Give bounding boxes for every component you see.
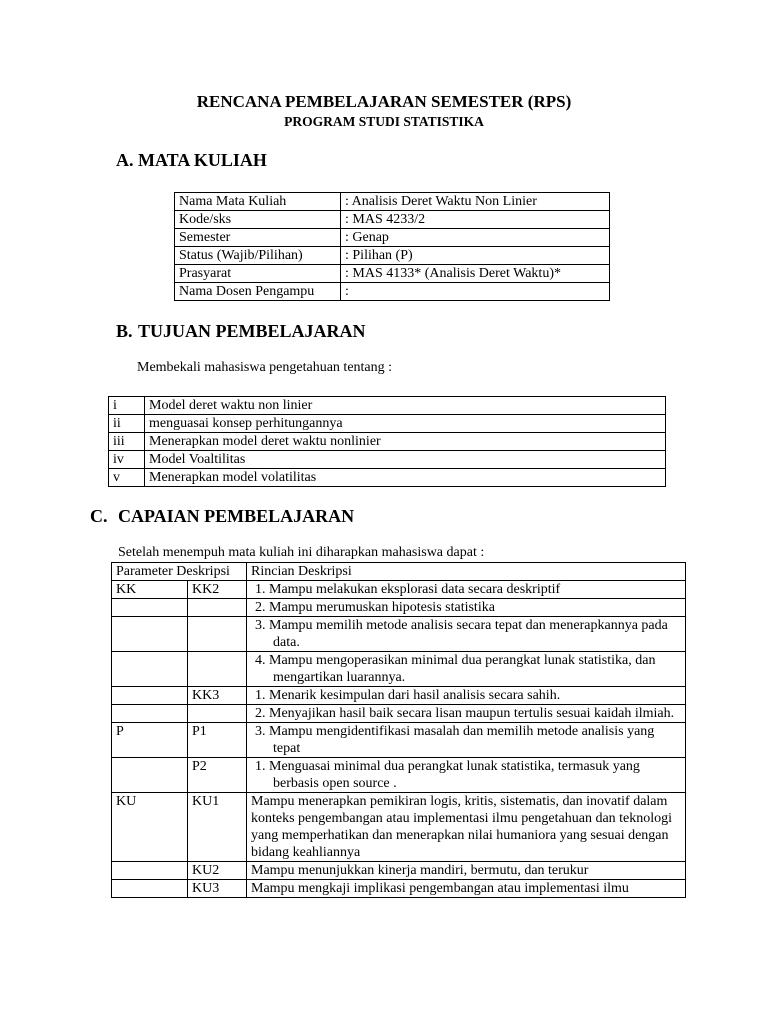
header-detail: Rincian Deskripsi: [247, 563, 686, 581]
field-value: : Genap: [341, 229, 610, 247]
param-cell: [112, 880, 188, 898]
field-label: Nama Mata Kuliah: [175, 193, 341, 211]
table-row: [112, 880, 686, 898]
table-row: [112, 687, 686, 705]
table-row: [112, 793, 686, 862]
section-c-label: C.: [90, 506, 108, 526]
row-text: Model deret waktu non linier: [145, 397, 666, 415]
detail-cell: 1. Menarik kesimpulan dari hasil analisis secara sahih.: [255, 688, 561, 703]
code-cell: P1: [188, 723, 247, 758]
row-number: iii: [109, 433, 145, 451]
param-cell: [112, 652, 188, 687]
table-row: [112, 723, 686, 758]
section-b-heading: [116, 321, 366, 342]
table-row: [175, 211, 610, 229]
param-cell: [112, 617, 188, 652]
code-cell: [188, 617, 247, 652]
document-title: RENCANA PEMBELAJARAN SEMESTER (RPS): [196, 92, 572, 111]
table-row: [112, 862, 686, 880]
field-label: Status (Wajib/Pilihan): [175, 247, 341, 265]
field-label: Kode/sks: [175, 211, 341, 229]
table-row: [112, 652, 686, 687]
section-c-title: CAPAIAN PEMBELAJARAN: [118, 506, 355, 526]
table-row: [109, 397, 666, 415]
field-value: : Pilihan (P): [341, 247, 610, 265]
field-label: Nama Dosen Pengampu: [175, 283, 341, 301]
row-number: iv: [109, 451, 145, 469]
param-cell: [112, 862, 188, 880]
section-b-title: TUJUAN PEMBELAJARAN: [138, 321, 366, 341]
detail-cell: 2. Menyajikan hasil baik secara lisan maupun tertulis sesuai kaidah ilmiah.: [255, 706, 675, 721]
field-value: : MAS 4133* (Analisis Deret Waktu)*: [341, 265, 610, 283]
param-cell: [112, 758, 188, 793]
section-a-title: MATA KULIAH: [138, 150, 267, 170]
table-row: [109, 433, 666, 451]
detail-cell: Mampu menunjukkan kinerja mandiri, bermutu, dan terukur: [247, 862, 686, 880]
code-cell: [188, 705, 247, 723]
section-c-heading: [90, 506, 354, 527]
table-row: [112, 705, 686, 723]
section-b-intro: Membekali mahasiswa pengetahuan tentang :: [137, 360, 393, 375]
header-parameter: Parameter Deskripsi: [112, 563, 247, 581]
row-text: Model Voaltilitas: [145, 451, 666, 469]
detail-cell: 4. Mampu mengoperasikan minimal dua perangkat lunak statistika, dan mengartikan luarannya.: [255, 653, 656, 685]
table-row: [112, 758, 686, 793]
field-label: Prasyarat: [175, 265, 341, 283]
param-cell: KU: [112, 793, 188, 862]
detail-cell: 3. Mampu mengidentifikasi masalah dan memilih metode analisis yang tepat: [255, 724, 655, 756]
detail-cell: 1. Mampu melakukan eksplorasi data secara deskriptif: [255, 582, 561, 597]
code-cell: KK3: [188, 687, 247, 705]
course-info-table: [174, 192, 610, 301]
table-row: [112, 617, 686, 652]
table-row: [175, 193, 610, 211]
objectives-table: [108, 396, 666, 487]
row-number: v: [109, 469, 145, 487]
param-cell: P: [112, 723, 188, 758]
row-number: ii: [109, 415, 145, 433]
table-row: [112, 581, 686, 599]
table-row: [175, 283, 610, 301]
detail-cell: Mampu mengkaji implikasi pengembangan atau implementasi ilmu: [247, 880, 686, 898]
code-cell: KU1: [188, 793, 247, 862]
detail-cell: 1. Menguasai minimal dua perangkat lunak statistika, termasuk yang berbasis open source .: [255, 759, 640, 791]
table-row: [109, 469, 666, 487]
row-text: menguasai konsep perhitungannya: [145, 415, 666, 433]
code-cell: [188, 599, 247, 617]
code-cell: KK2: [188, 581, 247, 599]
section-a-label: A.: [116, 150, 134, 170]
param-cell: [112, 599, 188, 617]
field-label: Semester: [175, 229, 341, 247]
field-value: :: [341, 283, 610, 301]
table-row: [112, 599, 686, 617]
table-header-row: [112, 563, 686, 581]
field-value: : Analisis Deret Waktu Non Linier: [341, 193, 610, 211]
section-b-label: B.: [116, 321, 133, 341]
row-number: i: [109, 397, 145, 415]
row-text: Menerapkan model volatilitas: [145, 469, 666, 487]
section-a-heading: [116, 150, 267, 171]
field-value: : MAS 4233/2: [341, 211, 610, 229]
param-cell: [112, 705, 188, 723]
table-row: [109, 415, 666, 433]
param-cell: [112, 687, 188, 705]
code-cell: KU3: [188, 880, 247, 898]
table-row: [175, 229, 610, 247]
table-row: [109, 451, 666, 469]
code-cell: P2: [188, 758, 247, 793]
row-text: Menerapkan model deret waktu nonlinier: [145, 433, 666, 451]
code-cell: [188, 652, 247, 687]
learning-outcomes-table: [111, 562, 686, 898]
detail-cell: 2. Mampu merumuskan hipotesis statistika: [255, 600, 495, 615]
table-row: [175, 247, 610, 265]
detail-cell: 3. Mampu memilih metode analisis secara tepat dan menerapkannya pada data.: [255, 618, 668, 650]
document-subtitle: PROGRAM STUDI STATISTIKA: [284, 114, 484, 129]
section-c-intro: Setelah menempuh mata kuliah ini diharapkan mahasiswa dapat :: [118, 545, 485, 560]
code-cell: KU2: [188, 862, 247, 880]
table-row: [175, 265, 610, 283]
detail-cell: Mampu menerapkan pemikiran logis, kritis, sistematis, dan inovatif dalam konteks pengembangan atau implementasi ilmu pengetahuan dan teknologi yang memperhatikan dan menerapkan nilai humaniora yang sesuai dengan bidang keahliannya: [247, 793, 686, 862]
param-cell: KK: [112, 581, 188, 599]
